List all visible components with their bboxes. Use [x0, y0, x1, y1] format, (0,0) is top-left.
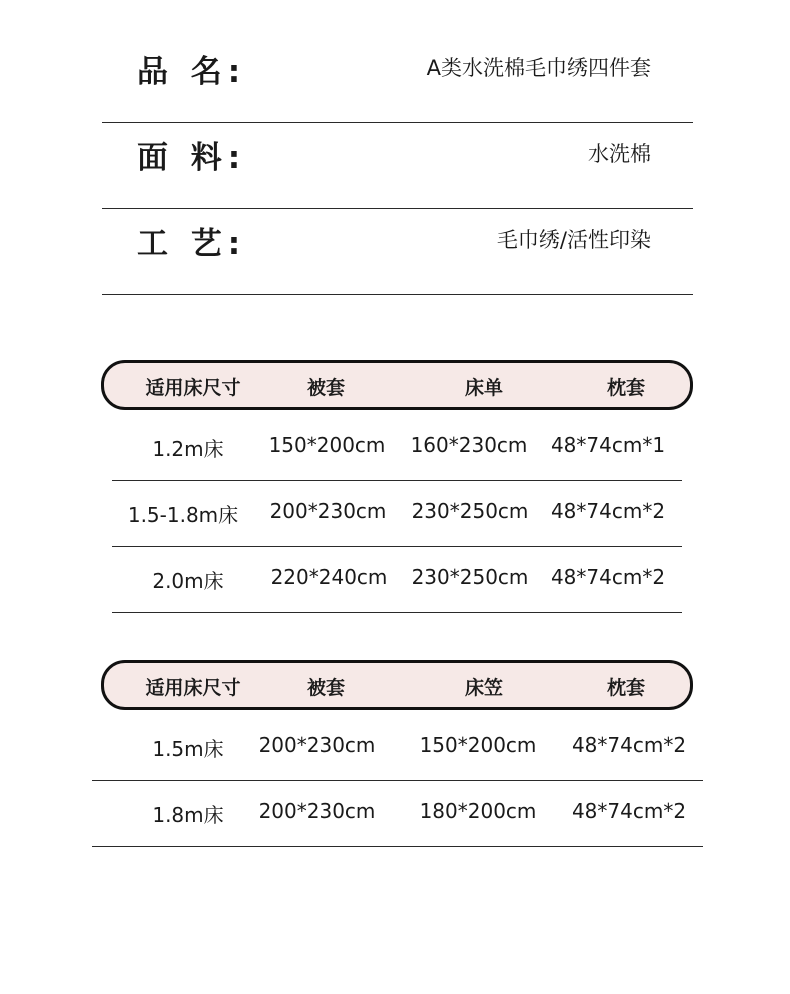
cell-bed-size: 1.5m床 [152, 737, 224, 761]
table-row [112, 546, 682, 613]
cell-pillowcase: 48*74cm*2 [571, 799, 687, 823]
cell-fitted-sheet: 150*200cm [419, 733, 537, 757]
header-duvet: 被套 [306, 677, 346, 699]
cell-pillowcase: 48*74cm*2 [571, 733, 687, 757]
spec-value: 毛巾绣/活性印染 [496, 228, 651, 252]
header-duvet: 被套 [306, 377, 346, 399]
table-row [112, 414, 682, 481]
table-header [101, 360, 693, 410]
cell-fitted-sheet: 180*200cm [419, 799, 537, 823]
table-header [101, 660, 693, 710]
cell-duvet: 200*230cm [269, 499, 387, 523]
table-row [112, 480, 682, 547]
cell-bed-size: 1.8m床 [152, 803, 224, 827]
size-table-fitted [101, 660, 703, 850]
table-row [92, 714, 703, 781]
cell-sheet: 230*250cm [411, 565, 529, 589]
spec-value: 水洗棉 [588, 142, 651, 166]
cell-sheet: 230*250cm [411, 499, 529, 523]
spec-label: 工 艺: [137, 226, 247, 262]
size-table-sheet [101, 360, 693, 616]
cell-duvet: 200*230cm [258, 799, 376, 823]
cell-pillowcase: 48*74cm*2 [550, 565, 666, 589]
spec-value: A类水洗棉毛巾绣四件套 [426, 56, 651, 80]
spec-row-name [102, 36, 693, 123]
header-bed-size: 适用床尺寸 [145, 377, 241, 399]
header-sheet: 床单 [464, 377, 504, 399]
header-bed-size: 适用床尺寸 [145, 677, 241, 699]
spec-row-fabric [102, 122, 693, 209]
cell-duvet: 150*200cm [268, 433, 386, 457]
spec-row-craft [102, 208, 693, 295]
table-row [92, 780, 703, 847]
cell-duvet: 220*240cm [270, 565, 388, 589]
cell-pillowcase: 48*74cm*1 [550, 433, 666, 457]
header-fitted-sheet: 床笠 [464, 677, 504, 699]
spec-label: 面 料: [137, 140, 247, 176]
spec-label: 品 名: [137, 54, 247, 90]
cell-bed-size: 1.5-1.8m床 [127, 503, 239, 527]
cell-bed-size: 1.2m床 [152, 437, 224, 461]
header-pillowcase: 枕套 [606, 677, 646, 699]
cell-bed-size: 2.0m床 [152, 569, 224, 593]
header-pillowcase: 枕套 [606, 377, 646, 399]
cell-duvet: 200*230cm [258, 733, 376, 757]
cell-sheet: 160*230cm [410, 433, 528, 457]
cell-pillowcase: 48*74cm*2 [550, 499, 666, 523]
